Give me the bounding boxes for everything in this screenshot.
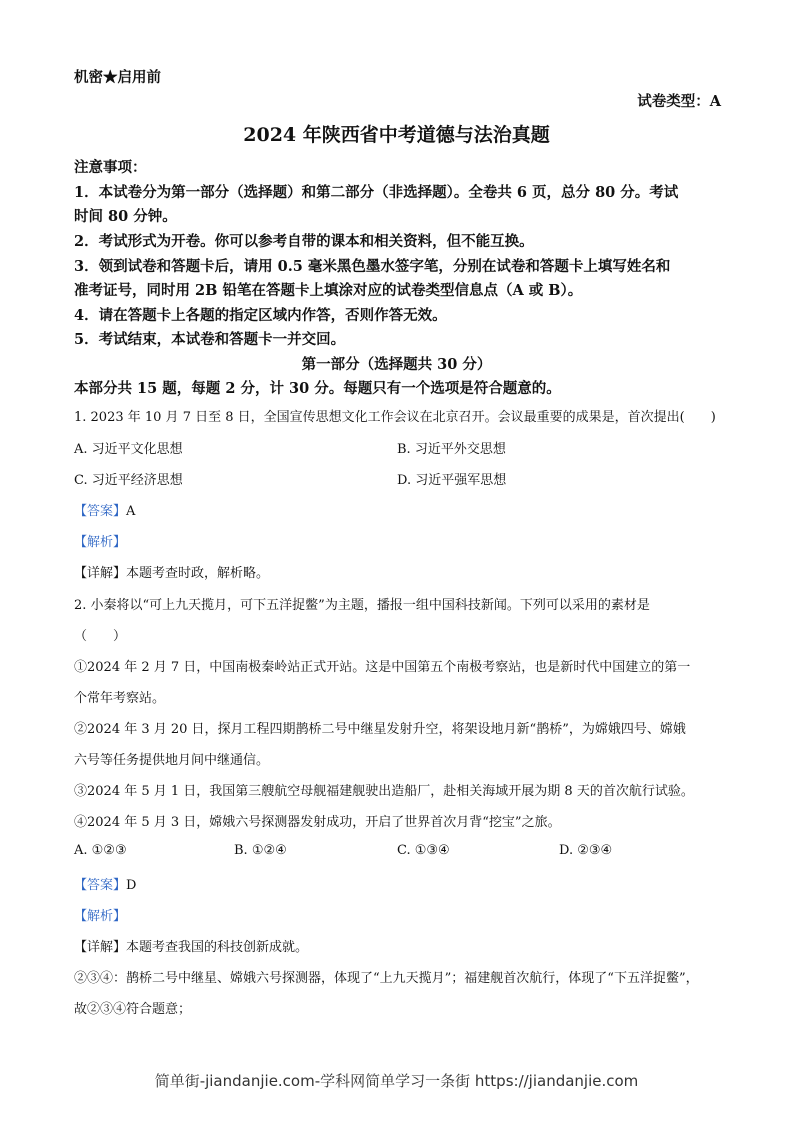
question-stem: 1. 2023 年 10 月 7 日至 8 日，全国宣传思想文化工作会议在北京召开。会议最重要的成果是，首次提出( ) xyxy=(74,410,716,425)
answer-row xyxy=(74,874,136,893)
confidential-label: 机密★启用前 xyxy=(74,69,161,86)
page-title: 2024 年陕西省中考道德与法治真题 xyxy=(243,124,550,146)
notice-line: 2．考试形式为开卷。你可以参考自带的课本和相关资料，但不能互换。 xyxy=(74,233,534,250)
notice-line: 4．请在答题卡上各题的指定区域内作答，否则作答无效。 xyxy=(74,307,447,324)
option-a: A. 习近平文化思想 xyxy=(74,442,183,457)
material-line: 六号等任务提供地月间中继通信。 xyxy=(74,753,270,768)
answer-value: D xyxy=(126,878,137,893)
detail-text: 本题考查我国的科技创新成就。 xyxy=(126,940,309,955)
material-line: ③2024 年 5 月 1 日，我国第三艘航空母舰福建舰驶出造船厂，赴相关海域开展为期 8 天的首次航行试验。 xyxy=(74,784,694,799)
explanation-line: ②③④：鹊桥二号中继星、嫦娥六号探测器，体现了“上九天揽月”；福建舰首次航行，体现了“下五洋捉鳖”， xyxy=(74,971,699,986)
notice-line: 准考证号，同时用 2B 铅笔在答题卡上填涂对应的试卷类型信息点（A 或 B）。 xyxy=(74,282,583,299)
question-stem-cont: （ ） xyxy=(74,629,127,644)
detail-label: 【详解】 xyxy=(74,940,127,955)
option-d: D. ②③④ xyxy=(559,843,613,858)
notice-line: 5．考试结束，本试卷和答题卡一并交回。 xyxy=(74,331,346,348)
option-c: C. 习近平经济思想 xyxy=(74,473,183,488)
material-line: ①2024 年 2 月 7 日，中国南极秦岭站正式开站。这是中国第五个南极考察站，也是新时代中国建立的第一 xyxy=(74,660,691,675)
option-b: B. 习近平外交思想 xyxy=(397,442,506,457)
detail-row xyxy=(74,936,308,955)
notice-line: 1．本试卷分为第一部分（选择题）和第二部分（非选择题）。全卷共 6 页，总分 80 分。考试 xyxy=(74,184,679,201)
paper-type-label: 试卷类型：A xyxy=(637,93,721,110)
material-line: 个常年考察站。 xyxy=(74,691,166,706)
answer-label: 【答案】 xyxy=(74,878,127,893)
answer-value: A xyxy=(126,504,136,519)
material-line: ④2024 年 5 月 3 日，嫦娥六号探测器发射成功，开启了世界首次月背“挖宝”之旅。 xyxy=(74,815,561,830)
option-a: A. ①②③ xyxy=(74,843,127,858)
notice-line: 时间 80 分钟。 xyxy=(74,208,177,225)
part1-intro: 本部分共 15 题，每题 2 分，计 30 分。每题只有一个选项是符合题意的。 xyxy=(74,380,561,397)
option-b: B. ①②④ xyxy=(234,843,287,858)
answer-row xyxy=(74,500,135,519)
detail-row xyxy=(74,562,269,581)
explanation-line: 故②③④符合题意； xyxy=(74,1002,192,1017)
question-stem: 2. 小秦将以“可上九天揽月，可下五洋捉鳖”为主题，播报一组中国科技新闻。下列可以采用的素材是 xyxy=(74,598,650,613)
footer-watermark: 简单街-jiandanjie.com-学科网简单学习一条街 https://jiandanjie.com xyxy=(154,1072,639,1090)
answer-label: 【答案】 xyxy=(74,504,127,519)
notice-line: 3．领到试卷和答题卡后，请用 0.5 毫米黑色墨水签字笔，分别在试卷和答题卡上填写姓名和 xyxy=(74,258,671,275)
detail-label: 【详解】 xyxy=(74,566,127,581)
material-line: ②2024 年 3 月 20 日，探月工程四期鹊桥二号中继星发射升空，将架设地月新“鹊桥”，为嫦娥四号、嫦娥 xyxy=(74,722,686,737)
option-d: D. 习近平强军思想 xyxy=(397,473,507,488)
detail-text: 本题考查时政，解析略。 xyxy=(126,566,270,581)
option-c: C. ①③④ xyxy=(397,843,450,858)
part1-title: 第一部分（选择题共 30 分） xyxy=(301,356,492,373)
analysis-label: 【解析】 xyxy=(74,535,127,550)
notice-heading: 注意事项： xyxy=(74,159,147,176)
analysis-label: 【解析】 xyxy=(74,909,127,924)
